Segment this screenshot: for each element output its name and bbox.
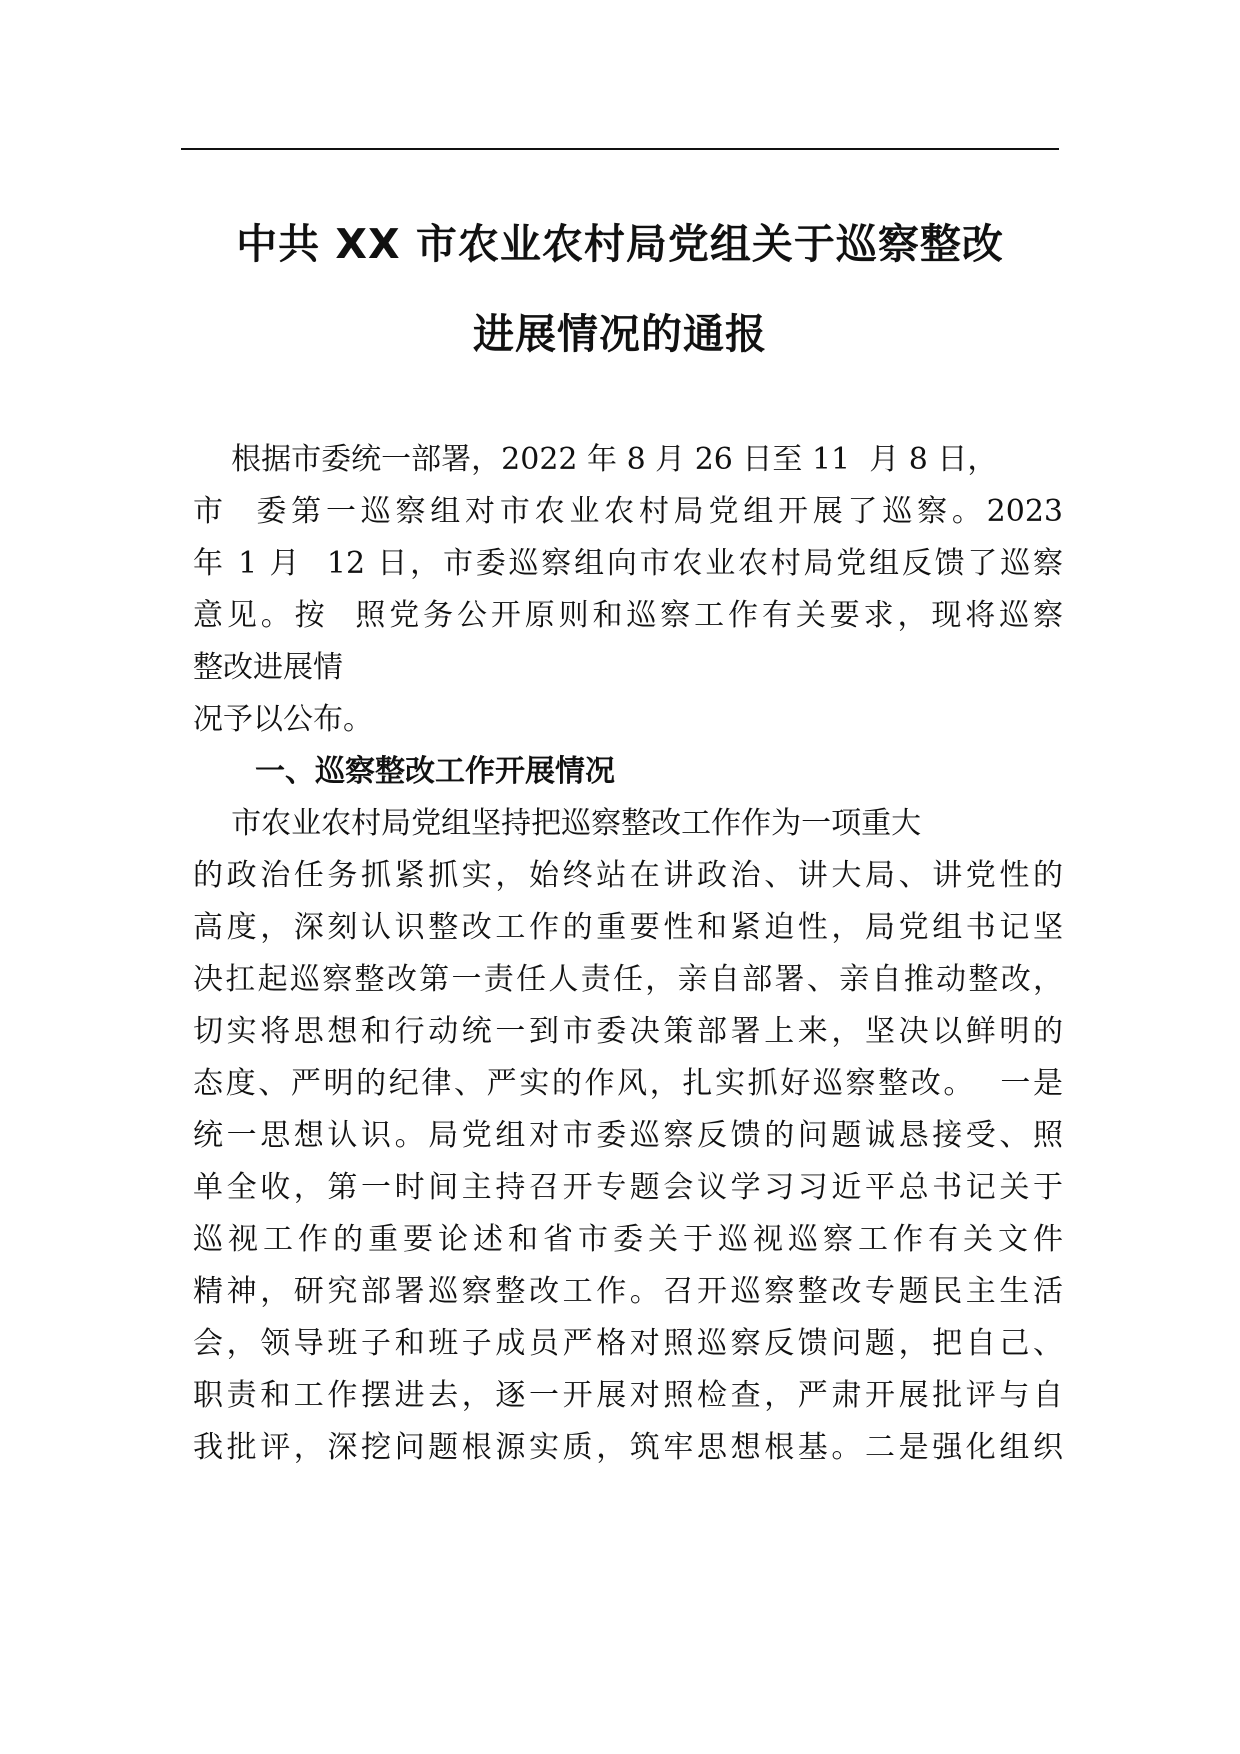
intro-line: 况予以公布。: [193, 702, 373, 737]
intro-line: 意见。按 照党务公开原则和巡察工作有关要求，现将巡察: [193, 598, 1063, 633]
section-line: 统一思想认识。局党组对市委巡察反馈的问题诚恳接受、照: [193, 1118, 1063, 1153]
section-1: [193, 746, 1063, 1474]
section-line: 会，领导班子和班子成员严格对照巡察反馈问题，把自己、: [193, 1326, 1063, 1361]
section-line: 的政治任务抓紧抓实，始终站在讲政治、讲大局、讲党性的: [193, 858, 1063, 893]
section-line: 切实将思想和行动统一到市委决策部署上来，坚决以鲜明的: [193, 1014, 1063, 1049]
intro-line: 整改进展情: [193, 650, 343, 685]
section-line: 态度、严明的纪律、严实的作风，扎实抓好巡察整改。 一是: [193, 1066, 1063, 1101]
section-line: 职责和工作摆进去，逐一开展对照检查，严肃开展批评与自: [193, 1378, 1063, 1413]
section-line: 单全收，第一时间主持召开专题会议学习习近平总书记关于: [193, 1170, 1063, 1205]
section-line: 高度，深刻认识整改工作的重要性和紧迫性，局党组书记坚: [193, 910, 1063, 945]
header-rule: [181, 148, 1059, 150]
section-line: 巡视工作的重要论述和省市委关于巡视巡察工作有关文件: [193, 1222, 1063, 1257]
intro-line: 根据市委统一部署，2022 年 8 月 26 日至 11 月 8 日，: [193, 442, 998, 477]
document-title-line-1: 中共 XX 市农业农村局党组关于巡察整改: [236, 220, 1004, 268]
section-line: 市农业农村局党组坚持把巡察整改工作作为一项重大: [193, 806, 922, 841]
intro-line: 市 委第一巡察组对市农业农村局党组开展了巡察。2023: [193, 494, 1063, 529]
section-heading: 一、巡察整改工作开展情况: [255, 754, 615, 789]
section-line: 精神，研究部署巡察整改工作。召开巡察整改专题民主生活: [193, 1274, 1063, 1309]
intro-paragraph: [193, 434, 1063, 746]
section-line: 决扛起巡察整改第一责任人责任，亲自部署、亲自推动整改，: [193, 962, 1063, 997]
document-title-line-2: 进展情况的通报: [473, 310, 767, 358]
intro-line: 年 1 月 12 日，市委巡察组向市农业农村局党组反馈了巡察: [193, 546, 1063, 581]
section-line: 我批评，深挖问题根源实质，筑牢思想根基。二是强化组织: [193, 1430, 1063, 1465]
